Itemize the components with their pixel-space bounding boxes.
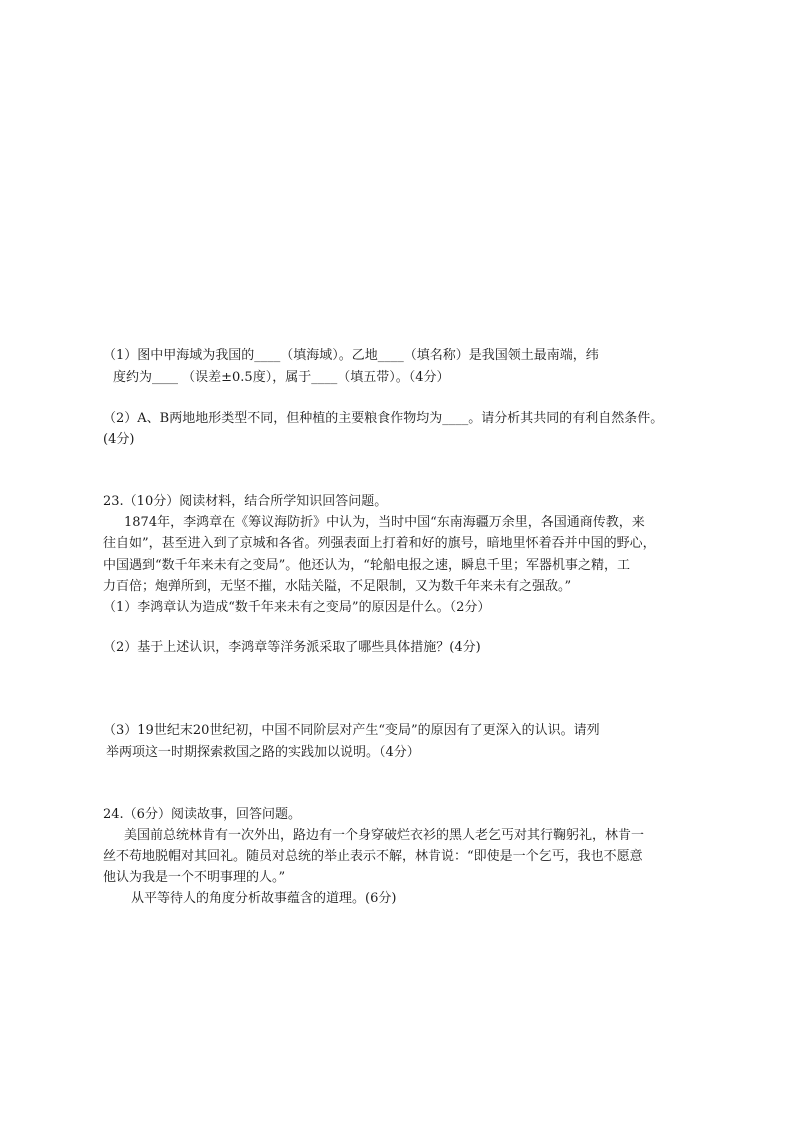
q23-question1: （1）李鸿章认为造成“数千年来未有之变局”的原因是什么。（2分） [103, 600, 491, 615]
q22-part1-line2: 度约为____ （误差±0.5度），属于____（填五带）。（4分） [113, 370, 450, 385]
q23-header: 23.（10分）阅读材料，结合所学知识回答问题。 [103, 494, 388, 509]
q24-header: 24.（6分）阅读故事，回答问题。 [103, 807, 301, 822]
q22-part2-line1: （2）A、B两地地形类型不同，但种植的主要粮食作物均为____。请分析其共同的有利自然条件。 [103, 411, 664, 426]
q24-story-line1: 美国前总统林肯有一次外出，路边有一个身穿破烂衣衫的黑人老乞丐对其行鞠躬礼，林肯一 [124, 828, 645, 843]
q23-question3-line2: 举两项这一时期探索救国之路的实践加以说明。（4分） [106, 745, 420, 760]
q23-question3-line1: （3）19世纪末20世纪初，中国不同阶层对产生“变局”的原因有了更深入的认识。请列 [103, 723, 600, 738]
q24-story-line3: 他认为我是一个不明事理的人。” [103, 870, 286, 885]
q22-part1-line1: （1）图中甲海域为我国的____（填海域）。乙地____（填名称）是我国领土最南端，纬 [103, 348, 599, 363]
q23-material-line3: 中国遇到“数千年来未有之变局”。他还认为，“轮船电报之速，瞬息千里；军器机事之精，工 [103, 558, 630, 573]
q23-material-line4: 力百倍；炮弹所到，无坚不摧，水陆关隘，不足限制，又为数千年来未有之强敌。” [103, 579, 572, 594]
q23-material-line2: 往自如”，甚至进入到了京城和各省。列强表面上打着和好的旗号，暗地里怀着吞并中国的野心， [103, 536, 656, 551]
q24-question: 从平等待人的角度分析故事蕴含的道理。(6分) [131, 891, 397, 906]
q22-part2-line2: (4分) [103, 432, 135, 447]
q23-material-line1: 1874年，李鸿章在《筹议海防折》中认为，当时中国“东南海疆万余里，各国通商传教，来 [124, 515, 645, 530]
q24-story-line2: 丝不苟地脱帽对其回礼。随员对总统的举止表示不解，林肯说：“即使是一个乞丐，我也不愿意 [103, 849, 643, 864]
q23-question2: （2）基于上述认识，李鸿章等洋务派采取了哪些具体措施？(4分) [103, 640, 481, 655]
